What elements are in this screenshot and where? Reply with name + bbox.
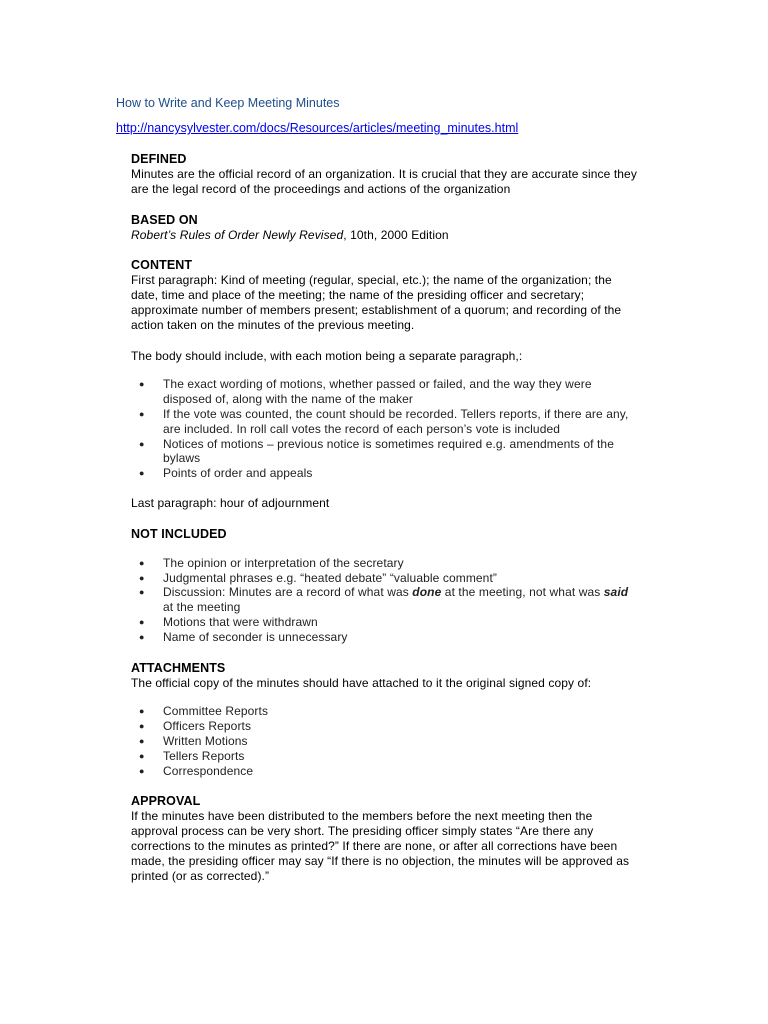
- bullet-icon: ●: [139, 721, 145, 732]
- bullet-icon: ●: [139, 631, 145, 642]
- not-included-list: [131, 556, 641, 645]
- list-item: ● If the vote was counted, the count should be recorded. Tellers reports, if there are any, are included. In roll call votes the record of each person’s vote is included: [139, 406, 629, 436]
- list-item: ● Notices of motions – previous notice is sometimes required e.g. amendments of the bylaws: [139, 436, 614, 466]
- list-item: ● Name of seconder is unnecessary: [139, 629, 348, 644]
- bullet-icon: ●: [139, 706, 145, 717]
- paragraph: If the minutes have been distributed to the members before the next meeting then the approval process can be very short. The presiding officer simply states “Are there any corrections to the minutes as printed?” If there are none, or after all corrections have been made, the presiding officer may say “If there is no objection, the minutes will be approved as printed (or as corrected).”: [131, 809, 630, 883]
- list-item: ● The opinion or interpretation of the secretary: [139, 555, 404, 570]
- paragraph-body-intro: The body should include, with each motion being a separate paragraph,:: [131, 348, 523, 363]
- list-item: ● Officers Reports: [139, 719, 252, 734]
- section-heading: CONTENT: [131, 258, 193, 273]
- emphasis-done: done: [412, 585, 442, 600]
- bullet-icon: ●: [139, 616, 145, 627]
- document-title: How to Write and Keep Meeting Minutes: [116, 96, 340, 110]
- bullet-icon: ●: [139, 379, 145, 390]
- list-item: ● The exact wording of motions, whether passed or failed, and the way they were disposed of, along with the name of the maker: [139, 377, 592, 407]
- section-attachments: [131, 661, 641, 779]
- list-item: ● Points of order and appeals: [139, 466, 313, 481]
- section-heading: ATTACHMENTS: [131, 660, 226, 675]
- bullet-icon: ●: [139, 735, 145, 746]
- section-not-included: [131, 527, 641, 645]
- attachments-list: [131, 704, 641, 778]
- paragraph: Minutes are the official record of an organization. It is crucial that they are accurate since they are the legal record of the proceedings and actions of the organization: [131, 167, 637, 196]
- paragraph: [131, 228, 641, 243]
- list-item: ● Committee Reports: [139, 704, 269, 719]
- emphasis-said: said: [603, 585, 629, 600]
- bullet-icon: ●: [139, 438, 145, 449]
- list-item: ● Discussion: Minutes are a record of what was done at the meeting, not what was said at the meeting: [139, 585, 629, 615]
- section-heading: DEFINED: [131, 152, 187, 166]
- section-based-on: [131, 213, 641, 243]
- section-heading: APPROVAL: [131, 794, 201, 809]
- list-item: ● Judgmental phrases e.g. “heated debate” “valuable comment”: [139, 570, 497, 585]
- list-item: ● Motions that were withdrawn: [139, 614, 318, 629]
- body-items-list: [131, 377, 641, 481]
- section-content: [131, 258, 641, 510]
- paragraph: The official copy of the minutes should have attached to it the original signed copy of:: [131, 675, 592, 690]
- book-title: Robert’s Rules of Order Newly Revised: [131, 227, 344, 242]
- paragraph-last: Last paragraph: hour of adjournment: [131, 495, 330, 510]
- paragraph-first: First paragraph: Kind of meeting (regular, special, etc.); the name of the organization; the date, time and place of the meeting; the name of the presiding officer and secretary; approximate number of members present; establishment of a quorum; and recording of the action taken on the minutes of the previous meeting.: [131, 273, 622, 332]
- edition-text: , 10th, 2000 Edition: [343, 227, 449, 242]
- bullet-icon: ●: [139, 750, 145, 761]
- bullet-icon: ●: [139, 572, 145, 583]
- bullet-icon: ●: [139, 557, 145, 568]
- section-heading: BASED ON: [131, 212, 198, 227]
- bullet-icon: ●: [139, 765, 145, 776]
- section-defined: [131, 152, 641, 197]
- bullet-icon: ●: [139, 468, 145, 479]
- list-item: ● Written Motions: [139, 733, 248, 748]
- bullet-icon: ●: [139, 408, 145, 419]
- section-heading: NOT INCLUDED: [131, 526, 227, 541]
- bullet-icon: ●: [139, 587, 145, 598]
- list-item: ● Correspondence: [139, 763, 254, 778]
- section-approval: [131, 794, 641, 883]
- document-body: [131, 152, 641, 899]
- source-link[interactable]: http://nancysylvester.com/docs/Resources/articles/meeting_minutes.html: [116, 121, 519, 135]
- list-item: ● Tellers Reports: [139, 748, 245, 763]
